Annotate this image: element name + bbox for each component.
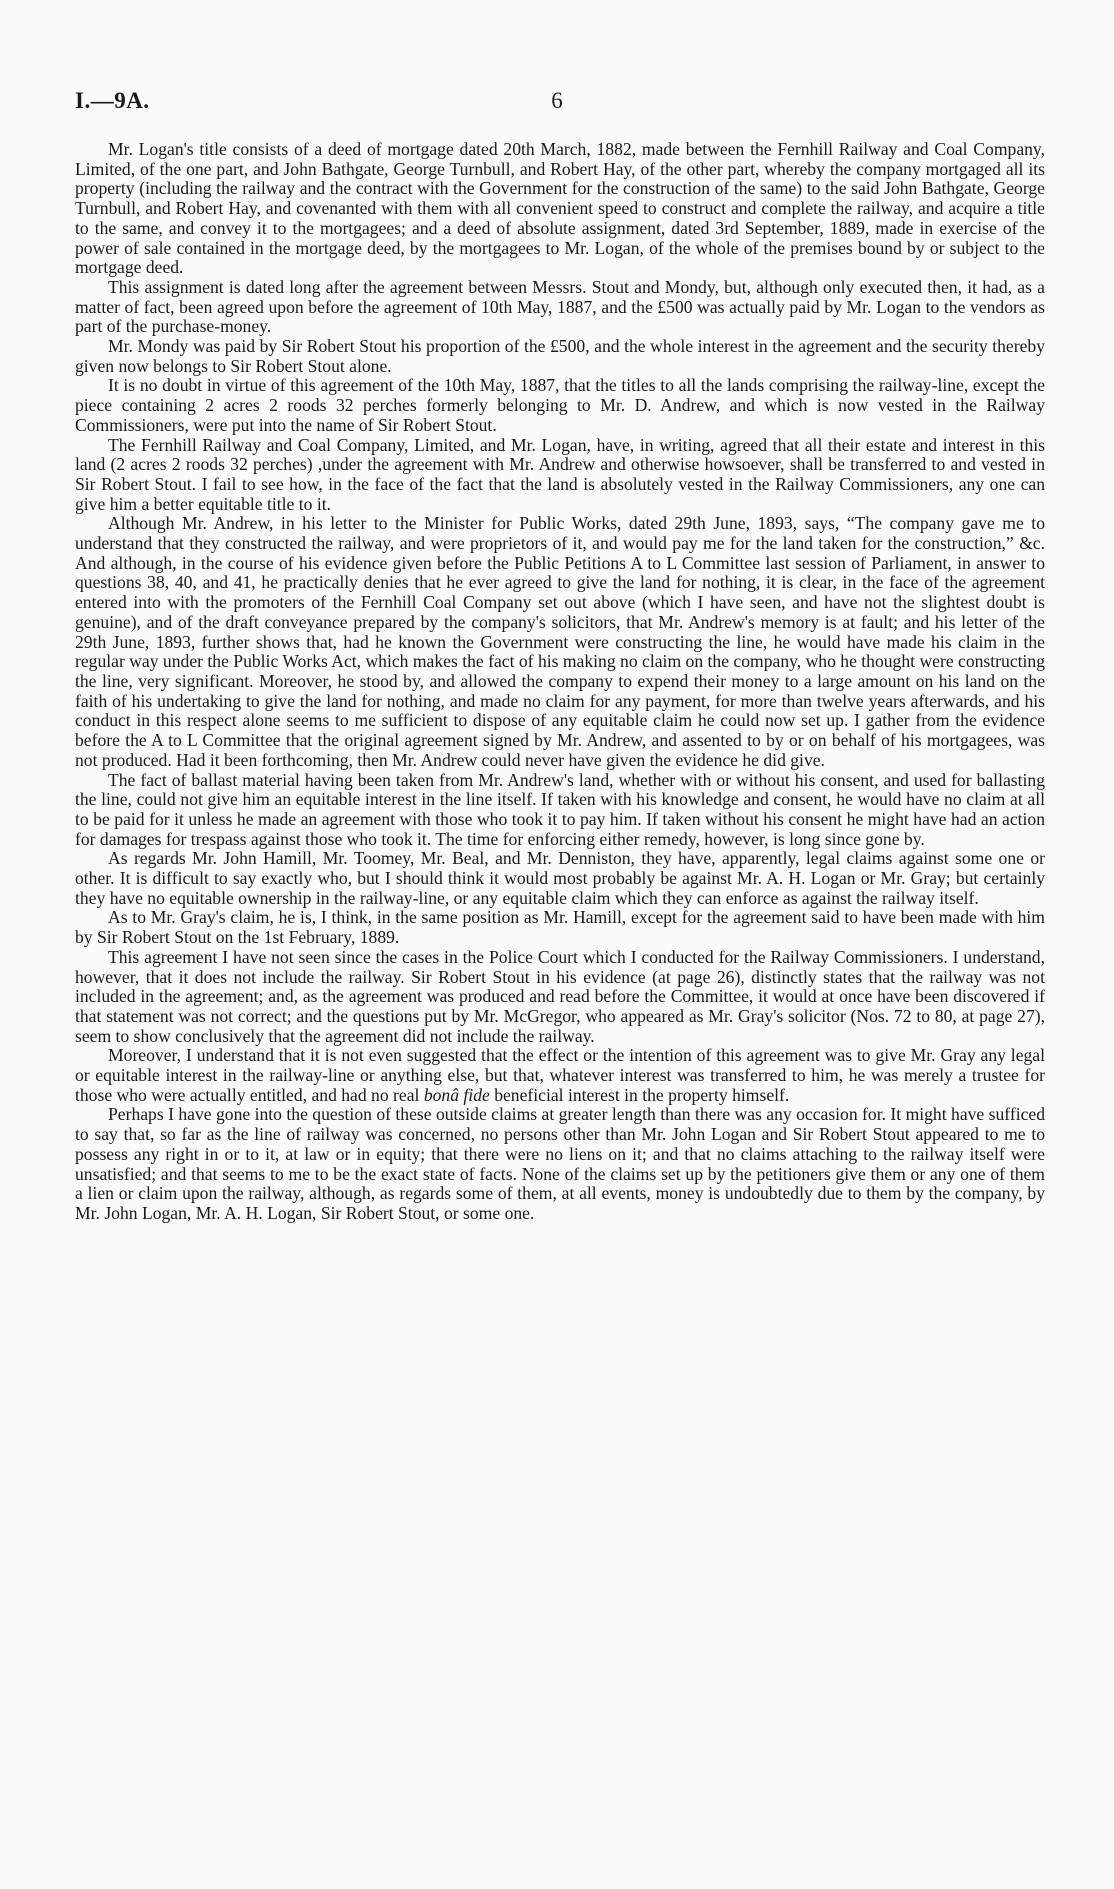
- paragraph-assignment: This assignment is dated long after the agreement between Messrs. Stout and Mondy, but, although only executed then, it had, as a matter of fact, been agreed upon before the agreement of 10th May, 1887, and the £500 was actually paid by Mr. Logan to the vendors as part of the purchase-money.: [75, 276, 1045, 337]
- paragraph-andrew-land: The Fernhill Railway and Coal Company, Limited, and Mr. Logan, have, in writing, agreed that all their estate and interest in this land (2 acres 2 roods 32 perches) ,under the agreement with Mr. Andrew and otherwise howsoever, shall be transferred to and vested in Sir Robert Stout. I fail to see how, in the face of the fact that the land is absolutely vested in the Railway Commissioners, any one can give him a better equitable title to it.: [75, 434, 1045, 514]
- paragraph-title-deeds: Mr. Logan's title consists of a deed of mortgage dated 20th March, 1882, made between the Fernhill Railway and Coal Company, Limited, of the one part, and John Bathgate, George Turnbull, and Robert Hay, of the other part, whereby the company mortgaged all its property (including the railway and the contract with the Government for the construction of the same) to the said John Bathgate, George Turnbull, and Robert Hay, and covenanted with them with all convenient speed to construct and complete the railway, and acquire a title to the same, and convey it to the mortgagees; and a deed of absolute assignment, dated 3rd September, 1889, made in exercise of the power of sale contained in the mortgage deed, by the mortgagees to Mr. Logan, of the whole of the premises bound by or subject to the mortgage deed.: [75, 139, 1045, 278]
- paragraph-trustee: Moreover, I understand that it is not even suggested that the effect or the intention of this agreement was to give Mr. Gray any legal or equitable interest in the railway-line or anything else, but that, whatever interest was transferred to him, he was merely a trustee for those who were actually entitled, and had no real bonâ fide beneficial interest in the property himself.: [75, 1045, 1045, 1105]
- paragraph-ballast: The fact of ballast material having been taken from Mr. Andrew's land, whether with or without his consent, and used for ballasting the line, could not give him an equitable interest in the line itself. If taken with his knowledge and consent, he would have no claim at all to be paid for it unless he made an agreement with those who took it to pay him. If taken without his consent he might have had an action for damages for trespass against those who took it. The time for enforcing either remedy, however, is long since gone by.: [75, 769, 1045, 849]
- paragraph-conclusion: Perhaps I have gone into the question of these outside claims at greater length than there was any occasion for. It might have sufficed to say that, so far as the line of railway was concerned, no persons other than Mr. John Logan and Sir Robert Stout appeared to me to possess any right in or to it, at law or in equity; that there were no liens on it; and that no claims attaching to the railway itself were unsatisfied; and that seems to me to be the exact state of facts. None of the claims set up by the petitioners give them or any one of them a lien or claim upon the railway, although, as regards some of them, at all events, money is undoubtedly due to them by the company, by Mr. John Logan, Mr. A. H. Logan, Sir Robert Stout, or some one.: [75, 1104, 1045, 1223]
- page-number: 6: [551, 88, 563, 113]
- paragraph-other-claimants: As regards Mr. John Hamill, Mr. Toomey, Mr. Beal, and Mr. Denniston, they have, apparently, legal claims against some one or other. It is difficult to say exactly who, but I should think it would most probably be against Mr. A. H. Logan or Mr. Gray; but certainly they have no equitable ownership in the railway-line, or any equitable claim which they can enforce as against the railway itself.: [75, 848, 1045, 908]
- paragraph-gray-claim: As to Mr. Gray's claim, he is, I think, in the same position as Mr. Hamill, except for the agreement said to have been made with him by Sir Robert Stout on the 1st February, 1889.: [75, 907, 1045, 948]
- body-text: [75, 140, 1045, 1224]
- page-header: [75, 88, 1039, 118]
- paragraph-andrew-evidence: Although Mr. Andrew, in his letter to the Minister for Public Works, dated 29th June, 1893, says, “The company gave me to understand that they constructed the railway, and were proprietors of it, and would pay me for the land taken for the construction,” &c. And although, in the course of his evidence given before the Public Petitions A to L Committee last session of Parliament, in answer to questions 38, 40, and 41, he practically denies that he ever agreed to give the land for nothing, it is clear, in the face of the agreement entered into with the promoters of the Fernhill Coal Company set out above (which I have seen, and have not the slightest doubt is genuine), and of the draft conveyance prepared by the company's solicitors, that Mr. Andrew's memory is at fault; and his letter of the 29th June, 1893, further shows that, had he known the Government were constructing the line, he would have made his claim in the regular way under the Public Works Act, which makes the fact of his making no claim on the company, who he thought were constructing the line, very significant. Moreover, he stood by, and allowed the company to expend their money to a large amount on his land on the faith of his undertaking to give the land for nothing, and made no claim for any payment, for more than twelve years afterwards, and his conduct in this respect alone seems to me sufficient to dispose of any equitable claim he could now set up. I gather from the evidence before the A to L Committee that the original agreement signed by Mr. Andrew, and assented to by or on behalf of his mortgagees, was not produced. Had it been forthcoming, then Mr. Andrew could never have given the evidence he did give.: [75, 513, 1045, 770]
- paragraph-railway-titles: It is no doubt in virtue of this agreement of the 10th May, 1887, that the titles to all the lands comprising the railway-line, except the piece containing 2 acres 2 roods 32 perches formerly belonging to Mr. D. Andrew, and which is now vested in the Railway Commissioners, were put into the name of Sir Robert Stout.: [75, 375, 1045, 435]
- paragraph-mondy-payment: Mr. Mondy was paid by Sir Robert Stout his proportion of the £500, and the whole interest in the agreement and the security thereby given now belongs to Sir Robert Stout alone.: [75, 336, 1045, 376]
- paragraph-agreement: This agreement I have not seen since the cases in the Police Court which I conducted for the Railway Commissioners. I understand, however, that it does not include the railway. Sir Robert Stout in his evidence (at page 26), distinctly states that the railway was not included in the agreement; and, as the agreement was produced and read before the Committee, it would at once have been discovered if that statement was not correct; and the questions put by Mr. McGregor, who appeared as Mr. Gray's solicitor (Nos. 72 to 80, at page 27), seem to show conclusively that the agreement did not include the railway.: [75, 946, 1045, 1046]
- document-reference: I.—9A.: [75, 88, 150, 113]
- italic-phrase: bonâ fide: [423, 1084, 490, 1105]
